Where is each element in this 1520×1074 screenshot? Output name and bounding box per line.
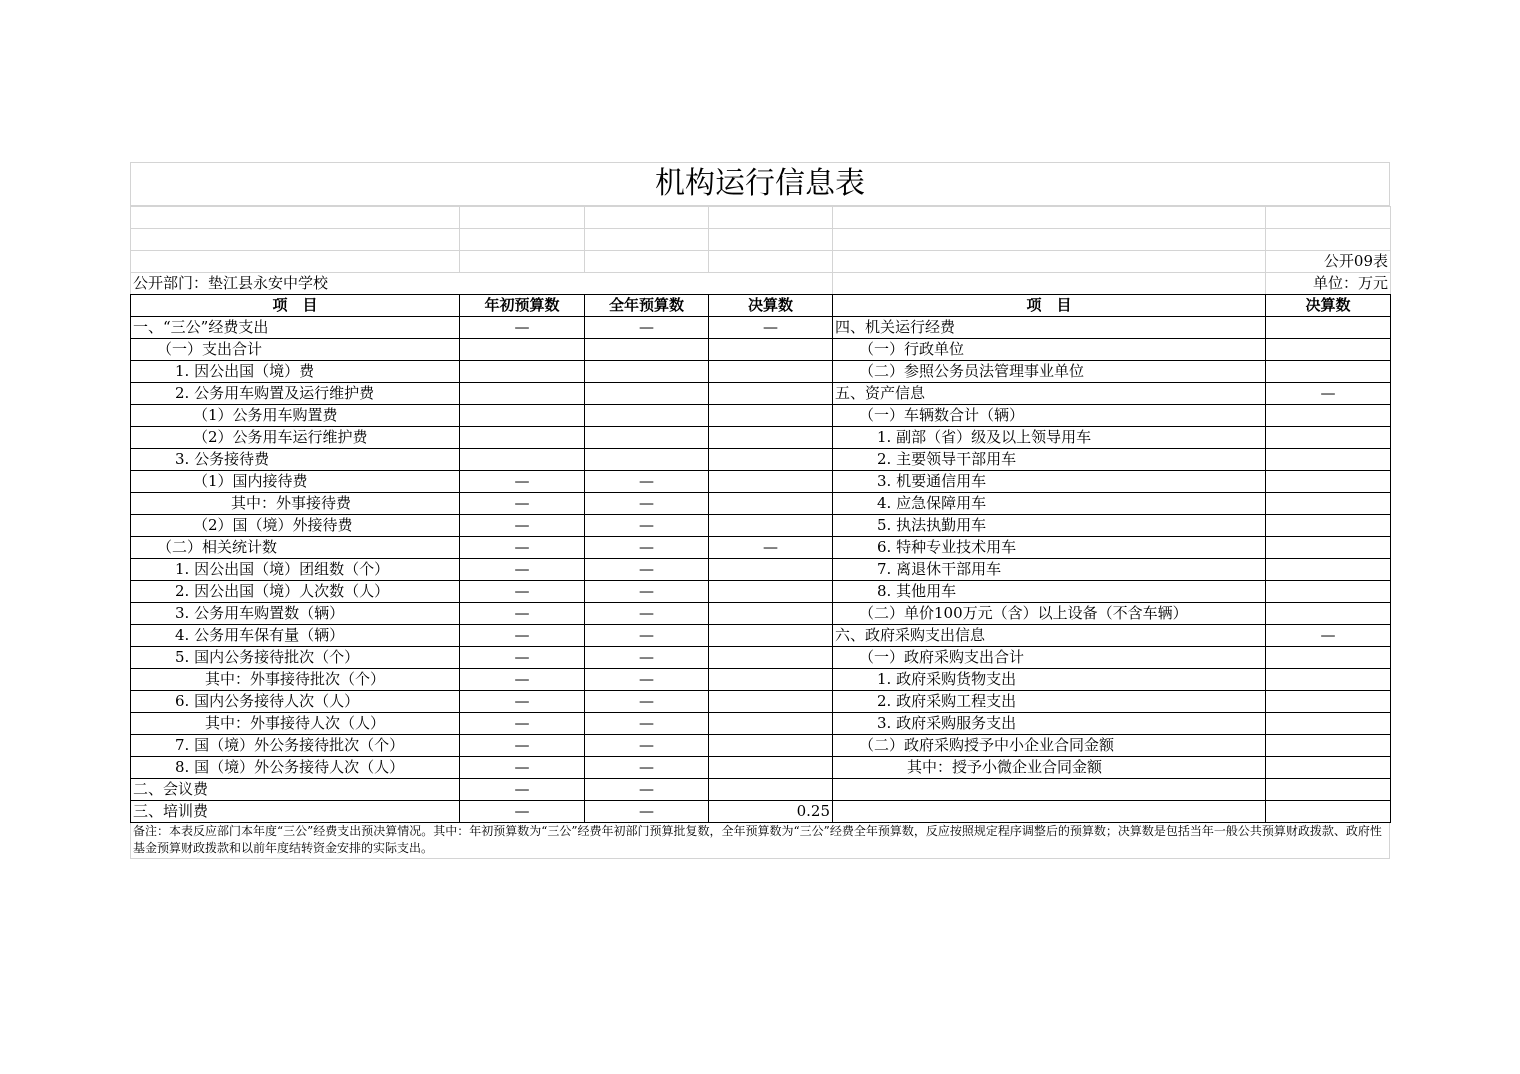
row-final-account-right [1266, 537, 1391, 559]
row-final-account [709, 471, 833, 493]
row-full-year-budget: — [585, 735, 709, 757]
row-final-account-right: — [1266, 625, 1391, 647]
row-final-account-right [1266, 449, 1391, 471]
row-final-account [709, 691, 833, 713]
table-row [131, 405, 1391, 427]
row-final-account [709, 559, 833, 581]
table-row [131, 757, 1391, 779]
column-header-row [131, 295, 1391, 317]
row-item-right: （二）单价100万元（含）以上设备（不含车辆） [833, 603, 1266, 625]
row-final-account: 0.25 [709, 801, 833, 823]
col-header-item: 项 目 [131, 295, 460, 317]
row-final-account-right: — [1266, 383, 1391, 405]
col-header-item-right: 项 目 [833, 295, 1266, 317]
row-item-right: 8. 其他用车 [833, 581, 1266, 603]
row-initial-budget: — [460, 691, 585, 713]
row-full-year-budget: — [585, 515, 709, 537]
row-item-left: 2. 公务用车购置及运行维护费 [131, 383, 460, 405]
col-header-initial-budget: 年初预算数 [460, 295, 585, 317]
row-item-left: 2. 因公出国（境）人次数（人） [131, 581, 460, 603]
table-row [131, 339, 1391, 361]
form-code: 公开09表 [1266, 251, 1391, 273]
row-item-right: 1. 政府采购货物支出 [833, 669, 1266, 691]
table-row [131, 471, 1391, 493]
row-final-account [709, 515, 833, 537]
row-full-year-budget: — [585, 779, 709, 801]
row-final-account [709, 427, 833, 449]
row-initial-budget: — [460, 515, 585, 537]
row-final-account-right [1266, 669, 1391, 691]
row-full-year-budget: — [585, 669, 709, 691]
row-item-right: （一）行政单位 [833, 339, 1266, 361]
row-final-account [709, 779, 833, 801]
row-full-year-budget: — [585, 581, 709, 603]
row-final-account-right [1266, 757, 1391, 779]
col-header-full-year-budget: 全年预算数 [585, 295, 709, 317]
row-final-account-right [1266, 735, 1391, 757]
row-initial-budget [460, 427, 585, 449]
blank-row [131, 229, 1391, 251]
table-row [131, 449, 1391, 471]
row-final-account [709, 735, 833, 757]
row-final-account-right [1266, 427, 1391, 449]
row-final-account [709, 383, 833, 405]
table-row [131, 515, 1391, 537]
table-row [131, 383, 1391, 405]
row-item-right: 四、机关运行经费 [833, 317, 1266, 339]
form-code-row [131, 251, 1391, 273]
row-final-account-right [1266, 339, 1391, 361]
row-item-right: 3. 机要通信用车 [833, 471, 1266, 493]
row-final-account [709, 713, 833, 735]
row-item-right: （一）车辆数合计（辆） [833, 405, 1266, 427]
row-final-account: — [709, 537, 833, 559]
blank-row [131, 207, 1391, 229]
row-full-year-budget: — [585, 537, 709, 559]
row-item-left: 二、会议费 [131, 779, 460, 801]
row-final-account [709, 647, 833, 669]
row-initial-budget: — [460, 603, 585, 625]
row-full-year-budget [585, 383, 709, 405]
row-final-account-right [1266, 713, 1391, 735]
row-full-year-budget: — [585, 471, 709, 493]
row-item-left: （2）公务用车运行维护费 [131, 427, 460, 449]
row-final-account [709, 625, 833, 647]
table-row [131, 581, 1391, 603]
row-final-account [709, 493, 833, 515]
row-item-right: 6. 特种专业技术用车 [833, 537, 1266, 559]
row-final-account-right [1266, 581, 1391, 603]
row-full-year-budget: — [585, 713, 709, 735]
row-full-year-budget: — [585, 317, 709, 339]
row-final-account-right [1266, 691, 1391, 713]
row-item-left: 1. 因公出国（境）费 [131, 361, 460, 383]
row-item-left: 一、“三公”经费支出 [131, 317, 460, 339]
row-full-year-budget [585, 427, 709, 449]
table-row [131, 779, 1391, 801]
row-item-right: 3. 政府采购服务支出 [833, 713, 1266, 735]
row-final-account [709, 405, 833, 427]
row-item-right: （二）政府采购授予中小企业合同金额 [833, 735, 1266, 757]
row-item-left: （2）国（境）外接待费 [131, 515, 460, 537]
row-item-left: 6. 国内公务接待人次（人） [131, 691, 460, 713]
row-initial-budget: — [460, 669, 585, 691]
table-row [131, 317, 1391, 339]
row-final-account-right [1266, 647, 1391, 669]
row-final-account [709, 361, 833, 383]
row-final-account-right [1266, 603, 1391, 625]
table-row [131, 713, 1391, 735]
row-item-left: 其中：外事接待费 [131, 493, 460, 515]
row-item-left: 1. 因公出国（境）团组数（个） [131, 559, 460, 581]
row-item-left: （二）相关统计数 [131, 537, 460, 559]
row-final-account [709, 339, 833, 361]
row-item-left: （1）国内接待费 [131, 471, 460, 493]
row-final-account-right [1266, 471, 1391, 493]
table-body [131, 317, 1391, 823]
row-final-account-right [1266, 493, 1391, 515]
row-item-left: 7. 国（境）外公务接待批次（个） [131, 735, 460, 757]
table-row [131, 427, 1391, 449]
row-initial-budget [460, 405, 585, 427]
row-item-right: 其中：授予小微企业合同金额 [833, 757, 1266, 779]
row-item-right: （一）政府采购支出合计 [833, 647, 1266, 669]
row-initial-budget: — [460, 471, 585, 493]
row-item-left: 4. 公务用车保有量（辆） [131, 625, 460, 647]
row-initial-budget [460, 383, 585, 405]
table-row [131, 647, 1391, 669]
row-item-left: 其中：外事接待人次（人） [131, 713, 460, 735]
row-final-account-right [1266, 361, 1391, 383]
row-final-account-right [1266, 801, 1391, 823]
row-item-left: 3. 公务用车购置数（辆） [131, 603, 460, 625]
row-initial-budget [460, 449, 585, 471]
row-item-right: 4. 应急保障用车 [833, 493, 1266, 515]
row-full-year-budget [585, 361, 709, 383]
table-row [131, 559, 1391, 581]
row-initial-budget: — [460, 493, 585, 515]
row-final-account-right [1266, 317, 1391, 339]
row-full-year-budget: — [585, 559, 709, 581]
row-initial-budget: — [460, 581, 585, 603]
row-full-year-budget [585, 405, 709, 427]
row-final-account [709, 581, 833, 603]
row-full-year-budget: — [585, 625, 709, 647]
spreadsheet [130, 162, 1390, 859]
row-final-account [709, 603, 833, 625]
row-item-right: （二）参照公务员法管理事业单位 [833, 361, 1266, 383]
unit-label: 单位：万元 [1266, 273, 1391, 295]
row-item-right: 1. 副部（省）级及以上领导用车 [833, 427, 1266, 449]
table-row [131, 603, 1391, 625]
row-final-account-right [1266, 779, 1391, 801]
row-initial-budget [460, 339, 585, 361]
row-initial-budget: — [460, 647, 585, 669]
department-label: 公开部门：垫江县永安中学校 [131, 273, 833, 295]
row-initial-budget: — [460, 801, 585, 823]
header-info-table [130, 206, 1391, 294]
row-initial-budget: — [460, 317, 585, 339]
row-item-left: 三、培训费 [131, 801, 460, 823]
row-final-account [709, 757, 833, 779]
row-initial-budget: — [460, 559, 585, 581]
row-full-year-budget: — [585, 493, 709, 515]
row-final-account [709, 449, 833, 471]
row-full-year-budget: — [585, 801, 709, 823]
footnote: 备注：本表反应部门本年度“三公”经费支出预决算情况。其中：年初预算数为“三公”经费年初部门预算批复数，全年预算数为“三公”经费全年预算数，反应按照规定程序调整后的预算数；决算数是包括当年一般公共预算财政拨款、政府性基金预算财政拨款和以前年度结转资金安排的实际支出。 [130, 823, 1390, 859]
row-final-account-right [1266, 559, 1391, 581]
row-full-year-budget: — [585, 691, 709, 713]
dept-row [131, 273, 1391, 295]
table-row [131, 537, 1391, 559]
table-row [131, 361, 1391, 383]
row-item-right: 五、资产信息 [833, 383, 1266, 405]
row-initial-budget: — [460, 713, 585, 735]
row-full-year-budget [585, 449, 709, 471]
row-full-year-budget: — [585, 603, 709, 625]
table-title: 机构运行信息表 [130, 162, 1390, 206]
col-header-final-account: 决算数 [709, 295, 833, 317]
row-initial-budget: — [460, 757, 585, 779]
row-item-left: 5. 国内公务接待批次（个） [131, 647, 460, 669]
data-table [130, 294, 1391, 823]
row-item-right: 7. 离退休干部用车 [833, 559, 1266, 581]
row-final-account: — [709, 317, 833, 339]
row-full-year-budget: — [585, 647, 709, 669]
row-item-right: 2. 政府采购工程支出 [833, 691, 1266, 713]
table-row [131, 669, 1391, 691]
row-full-year-budget [585, 339, 709, 361]
row-item-left: 其中：外事接待批次（个） [131, 669, 460, 691]
row-full-year-budget: — [585, 757, 709, 779]
row-item-right: 5. 执法执勤用车 [833, 515, 1266, 537]
row-initial-budget [460, 361, 585, 383]
table-row [131, 801, 1391, 823]
row-initial-budget: — [460, 625, 585, 647]
row-initial-budget: — [460, 779, 585, 801]
row-item-right [833, 801, 1266, 823]
row-initial-budget: — [460, 537, 585, 559]
row-final-account-right [1266, 405, 1391, 427]
table-row [131, 625, 1391, 647]
row-final-account-right [1266, 515, 1391, 537]
row-item-left: 3. 公务接待费 [131, 449, 460, 471]
row-item-left: （1）公务用车购置费 [131, 405, 460, 427]
row-item-right [833, 779, 1266, 801]
row-item-left: （一）支出合计 [131, 339, 460, 361]
table-row [131, 735, 1391, 757]
table-row [131, 493, 1391, 515]
row-item-right: 六、政府采购支出信息 [833, 625, 1266, 647]
row-item-right: 2. 主要领导干部用车 [833, 449, 1266, 471]
col-header-final-account-right: 决算数 [1266, 295, 1391, 317]
table-row [131, 691, 1391, 713]
row-item-left: 8. 国（境）外公务接待人次（人） [131, 757, 460, 779]
row-initial-budget: — [460, 735, 585, 757]
row-final-account [709, 669, 833, 691]
